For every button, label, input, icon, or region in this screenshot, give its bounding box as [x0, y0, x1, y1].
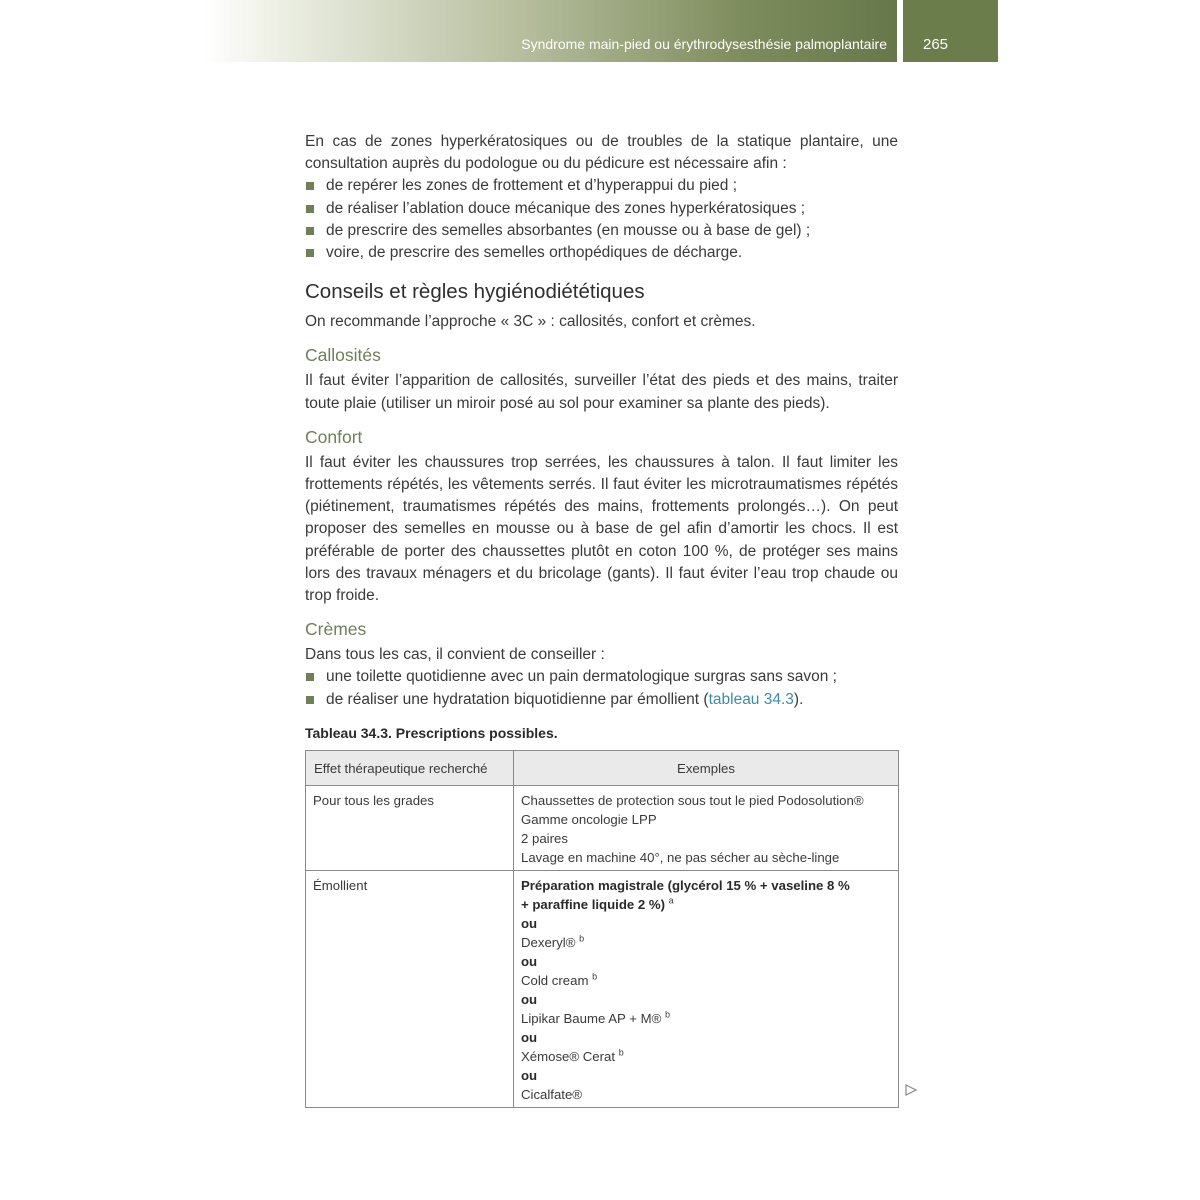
list-item	[305, 198, 898, 220]
preparation-line: Préparation magistrale (glycérol 15 % + vaseline 8 %	[521, 878, 850, 893]
section-heading: Conseils et règles hygiénodiététiques	[305, 280, 645, 304]
table-cell-examples	[514, 871, 899, 1108]
table-row	[306, 871, 899, 1108]
list-item-text: une toilette quotidienne avec un pain dermatologique surgras sans savon ;	[326, 668, 837, 686]
column-header-effect: Effet thérapeutique recherché	[306, 751, 514, 786]
column-header-examples: Exemples	[514, 751, 899, 786]
cell-line: Lavage en machine 40°, ne pas sécher au sèche-linge	[521, 850, 840, 865]
list-item	[305, 689, 898, 711]
list-item-text-end: ).	[793, 690, 804, 708]
footnote-marker: b	[665, 1009, 671, 1020]
square-bullet-icon	[306, 205, 314, 213]
square-bullet-icon	[306, 182, 314, 190]
table-row	[306, 786, 899, 871]
list-item	[305, 220, 898, 242]
page-number: 265	[923, 36, 949, 53]
square-bullet-icon	[306, 227, 314, 235]
footnote-marker: b	[618, 1047, 624, 1058]
list-item	[305, 242, 898, 264]
footnote-marker: b	[579, 933, 585, 944]
table-cell-effect: Émollient	[306, 871, 514, 1108]
cremes-bullet-list	[305, 666, 898, 710]
list-item	[305, 175, 898, 197]
or-separator: ou	[521, 916, 538, 931]
table-reference-link[interactable]: tableau 34.3	[708, 690, 794, 708]
prescriptions-table	[305, 750, 899, 1108]
cell-line: 2 paires	[521, 831, 568, 846]
table-cell-effect: Pour tous les grades	[306, 786, 514, 871]
intro-paragraph: En cas de zones hyperkératosiques ou de troubles de la statique plantaire, une consultation auprès du podologue ou du pédicure est nécessaire afin :	[305, 133, 898, 173]
list-item-text: de réaliser une hydratation biquotidienne par émollient (	[326, 690, 709, 708]
or-separator: ou	[521, 954, 538, 969]
page-number-box	[903, 0, 998, 62]
list-item-text: de repérer les zones de frottement et d’hyperappui du pied ;	[326, 177, 738, 195]
product-line: Cicalfate®	[521, 1087, 583, 1102]
list-item-text: de réaliser l’ablation douce mécanique des zones hyperkératosiques ;	[326, 199, 806, 217]
product-line: Cold cream $^b$	[521, 971, 598, 988]
section-intro: On recommande l’approche « 3C » : callosités, confort et crèmes.	[305, 313, 756, 331]
cell-line: Gamme oncologie LPP	[521, 812, 657, 827]
list-item-text: de prescrire des semelles absorbantes (en mousse ou à base de gel) ;	[326, 221, 811, 239]
product-line: Xémose® Cerat $^b$	[521, 1047, 624, 1064]
subsection-heading-callosites: Callosités	[305, 345, 381, 366]
product-line: Dexeryl® $^b$	[521, 933, 585, 950]
table-cell-examples	[514, 786, 899, 871]
confort-paragraph: Il faut éviter les chaussures trop serrées, les chaussures à talon. Il faut limiter les frottements répétés, les vêtements serrés. Il faut éviter les microtraumatismes répétés (piétinement, traumatismes répétés des mains, frottements prolongés…). On peut proposer des semelles en mousse ou à base de gel afin d’amortir les chocs. Il est préférable de porter des chaussettes plutôt en coton 100 %, de protéger ses mains lors des travaux ménagers et du bricolage (gants). Il faut éviter l’eau trop chaude ou trop froide.	[305, 453, 898, 605]
list-item	[305, 666, 898, 688]
subsection-heading-cremes: Crèmes	[305, 619, 367, 640]
footnote-marker: b	[592, 971, 598, 982]
footnote-marker: a	[668, 895, 674, 906]
table-caption: Tableau 34.3. Prescriptions possibles.	[305, 725, 558, 741]
square-bullet-icon	[306, 249, 314, 257]
cell-line: Chaussettes de protection sous tout le pied Podosolution®	[521, 793, 864, 808]
list-item-text: voire, de prescrire des semelles orthopédiques de décharge.	[326, 244, 743, 262]
callosites-paragraph: Il faut éviter l’apparition de callosités, surveiller l’état des pieds et des mains, traiter toute plaie (utiliser un miroir posé au sol pour examiner sa plante des pieds).	[305, 372, 898, 412]
chapter-title: Syndrome main-pied ou érythrodysesthésie palmoplantaire	[521, 36, 887, 52]
preparation-line-2: + paraffine liquide 2 %) $^a$	[521, 895, 674, 912]
table-header-row	[306, 751, 899, 786]
intro-bullet-list	[305, 175, 898, 264]
square-bullet-icon	[306, 696, 314, 704]
product-line: Lipikar Baume AP + M® $^b$	[521, 1009, 671, 1026]
page-body	[305, 131, 898, 711]
or-separator: ou	[521, 1030, 538, 1045]
square-bullet-icon	[306, 673, 314, 681]
or-separator: ou	[521, 992, 538, 1007]
triangle-right-outline-icon	[904, 1083, 918, 1097]
or-separator: ou	[521, 1068, 538, 1083]
subsection-heading-confort: Confort	[305, 426, 363, 447]
cremes-intro: Dans tous les cas, il convient de conseiller :	[305, 646, 605, 664]
running-header	[205, 0, 897, 62]
